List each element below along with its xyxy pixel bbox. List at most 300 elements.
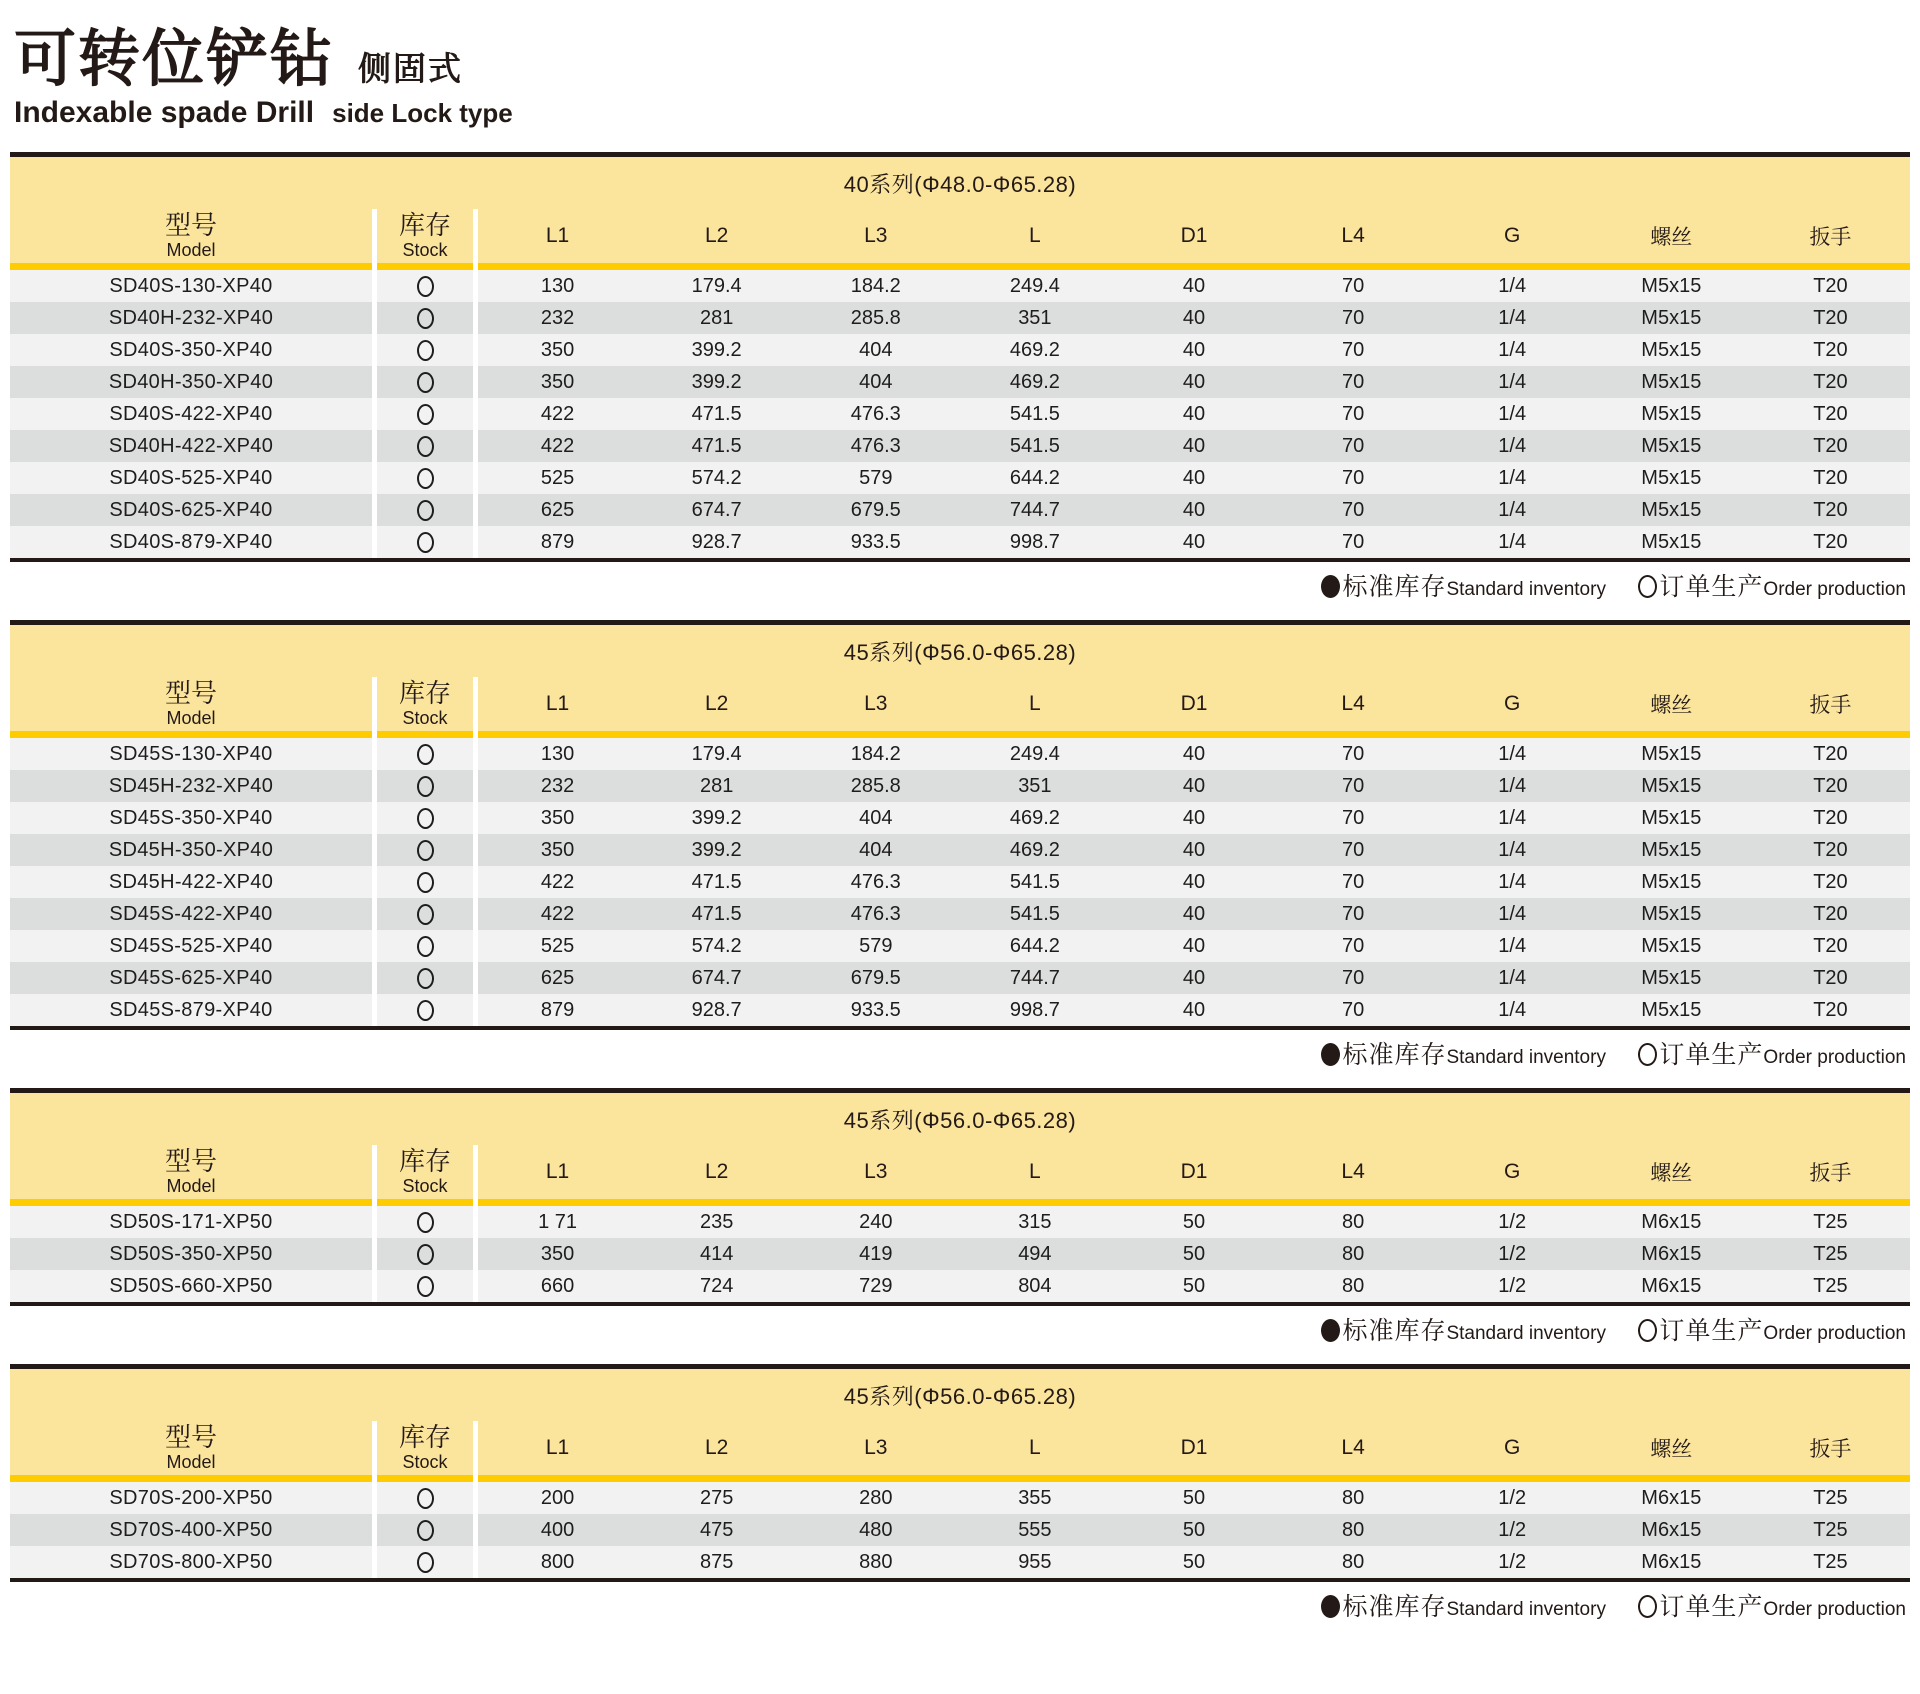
value-cell: 1/4 xyxy=(1433,802,1592,834)
gold-divider xyxy=(1274,263,1433,270)
stock-cell xyxy=(372,270,478,302)
value-cell: 469.2 xyxy=(955,834,1114,866)
value-cell: 70 xyxy=(1274,930,1433,962)
stock-header-zh: 库存 xyxy=(398,1422,451,1453)
value-cell: 1/4 xyxy=(1433,930,1592,962)
stock-cell xyxy=(372,962,478,994)
gold-divider xyxy=(372,1475,478,1482)
value-cell: 1/4 xyxy=(1433,770,1592,802)
column-header-model xyxy=(10,209,372,263)
value-cell: 471.5 xyxy=(637,866,796,898)
legend xyxy=(10,1040,1906,1070)
gold-divider xyxy=(478,731,637,738)
value-cell: T20 xyxy=(1751,334,1910,366)
value-cell: 40 xyxy=(1114,770,1273,802)
gold-divider xyxy=(637,731,796,738)
stock-cell xyxy=(372,334,478,366)
series-table-section xyxy=(10,1088,1910,1346)
value-cell: 660 xyxy=(478,1270,637,1302)
gold-divider-row xyxy=(10,1475,1910,1482)
value-cell: 1/2 xyxy=(1433,1270,1592,1302)
value-cell: M5x15 xyxy=(1592,494,1751,526)
gold-divider xyxy=(10,1475,372,1482)
value-cell: 644.2 xyxy=(955,462,1114,494)
value-cell: 285.8 xyxy=(796,302,955,334)
spec-table xyxy=(10,620,1910,1030)
column-header-stock xyxy=(372,1421,478,1475)
legend-order-en: Order production xyxy=(1763,1323,1906,1345)
stock-cell xyxy=(372,770,478,802)
legend-standard-inventory xyxy=(1321,573,1610,602)
column-header-row xyxy=(10,1421,1910,1475)
value-cell: 184.2 xyxy=(796,270,955,302)
column-header-model xyxy=(10,1421,372,1475)
value-cell: 1/4 xyxy=(1433,270,1592,302)
value-cell: 404 xyxy=(796,802,955,834)
column-header-stock xyxy=(372,209,478,263)
order-production-icon xyxy=(1638,1043,1657,1066)
spec-table xyxy=(10,1088,1910,1306)
gold-divider xyxy=(637,263,796,270)
value-cell: 555 xyxy=(955,1514,1114,1546)
series-title-row xyxy=(10,1093,1910,1145)
value-cell: M5x15 xyxy=(1592,270,1751,302)
gold-divider xyxy=(1274,731,1433,738)
gold-divider-row xyxy=(10,731,1910,738)
order-production-icon xyxy=(417,436,434,457)
order-production-icon xyxy=(417,500,434,521)
gold-divider-row xyxy=(10,1199,1910,1206)
value-cell: 525 xyxy=(478,930,637,962)
value-cell: 351 xyxy=(955,302,1114,334)
legend-standard-zh: 标准库存 xyxy=(1342,573,1447,602)
value-cell: T20 xyxy=(1751,302,1910,334)
gold-divider xyxy=(1114,1199,1273,1206)
legend-standard-en: Standard inventory xyxy=(1446,1323,1606,1345)
value-cell: 1/4 xyxy=(1433,526,1592,558)
value-cell: 232 xyxy=(478,770,637,802)
table-row xyxy=(10,398,1910,430)
value-cell: 879 xyxy=(478,526,637,558)
column-header-dim: 扳手 xyxy=(1751,1421,1910,1475)
series-title-row xyxy=(10,1369,1910,1421)
value-cell: 70 xyxy=(1274,366,1433,398)
value-cell: 400 xyxy=(478,1514,637,1546)
value-cell: 232 xyxy=(478,302,637,334)
value-cell: 1/4 xyxy=(1433,994,1592,1026)
value-cell: 40 xyxy=(1114,898,1273,930)
value-cell: T25 xyxy=(1751,1270,1910,1302)
value-cell: 70 xyxy=(1274,770,1433,802)
stock-header-zh: 库存 xyxy=(398,678,451,709)
gold-divider xyxy=(796,731,955,738)
value-cell: 928.7 xyxy=(637,994,796,1026)
value-cell: M5x15 xyxy=(1592,930,1751,962)
value-cell: 998.7 xyxy=(955,994,1114,1026)
value-cell: 235 xyxy=(637,1206,796,1238)
value-cell: 80 xyxy=(1274,1514,1433,1546)
stock-cell xyxy=(372,994,478,1026)
order-production-icon xyxy=(417,840,434,861)
column-header-dim: L1 xyxy=(478,1421,637,1475)
value-cell: M6x15 xyxy=(1592,1238,1751,1270)
value-cell: T20 xyxy=(1751,398,1910,430)
value-cell: 70 xyxy=(1274,334,1433,366)
column-header-dim: L3 xyxy=(796,1145,955,1199)
value-cell: 80 xyxy=(1274,1206,1433,1238)
legend-standard-zh: 标准库存 xyxy=(1342,1593,1447,1622)
order-production-icon xyxy=(417,968,434,989)
gold-divider xyxy=(1433,263,1592,270)
value-cell: 80 xyxy=(1274,1546,1433,1578)
model-header-zh: 型号 xyxy=(164,678,217,709)
table-row xyxy=(10,1238,1910,1270)
column-header-model xyxy=(10,1145,372,1199)
legend-standard-inventory xyxy=(1321,1593,1610,1622)
column-header-dim: L4 xyxy=(1274,209,1433,263)
model-cell: SD45H-350-XP40 xyxy=(10,834,372,866)
gold-divider xyxy=(637,1199,796,1206)
gold-divider xyxy=(796,263,955,270)
table-row xyxy=(10,334,1910,366)
column-header-dim: 扳手 xyxy=(1751,677,1910,731)
gold-divider xyxy=(637,1475,796,1482)
value-cell: 50 xyxy=(1114,1206,1273,1238)
value-cell: 50 xyxy=(1114,1546,1273,1578)
model-cell: SD70S-400-XP50 xyxy=(10,1514,372,1546)
column-header-dim: L2 xyxy=(637,677,796,731)
column-header-dim: L4 xyxy=(1274,1145,1433,1199)
gold-divider xyxy=(1114,1475,1273,1482)
stock-cell xyxy=(372,898,478,930)
table-row xyxy=(10,462,1910,494)
gold-divider xyxy=(1751,731,1910,738)
value-cell: M5x15 xyxy=(1592,834,1751,866)
gold-divider xyxy=(1751,263,1910,270)
page-title-en: Indexable spade Drill xyxy=(14,96,315,130)
table-row xyxy=(10,1514,1910,1546)
value-cell: 281 xyxy=(637,302,796,334)
value-cell: 674.7 xyxy=(637,494,796,526)
table-body xyxy=(10,1482,1910,1578)
gold-divider xyxy=(955,263,1114,270)
legend-order-en: Order production xyxy=(1763,1599,1906,1621)
gold-divider xyxy=(796,1199,955,1206)
value-cell: M5x15 xyxy=(1592,898,1751,930)
value-cell: 625 xyxy=(478,494,637,526)
gold-divider xyxy=(1114,263,1273,270)
value-cell: 70 xyxy=(1274,430,1433,462)
value-cell: 80 xyxy=(1274,1270,1433,1302)
column-header-dim: D1 xyxy=(1114,1145,1273,1199)
legend-standard-zh: 标准库存 xyxy=(1342,1041,1447,1070)
value-cell: 179.4 xyxy=(637,738,796,770)
value-cell: T25 xyxy=(1751,1238,1910,1270)
column-header-model xyxy=(10,677,372,731)
table-row xyxy=(10,738,1910,770)
model-cell: SD40H-232-XP40 xyxy=(10,302,372,334)
value-cell: 800 xyxy=(478,1546,637,1578)
value-cell: T25 xyxy=(1751,1546,1910,1578)
value-cell: 70 xyxy=(1274,526,1433,558)
value-cell: 70 xyxy=(1274,994,1433,1026)
model-header-en: Model xyxy=(166,1452,216,1473)
value-cell: 1/4 xyxy=(1433,834,1592,866)
gold-divider xyxy=(1592,1199,1751,1206)
column-header-dim: 螺丝 xyxy=(1592,209,1751,263)
stock-header-en: Stock xyxy=(402,1452,448,1473)
value-cell: T25 xyxy=(1751,1482,1910,1514)
gold-divider xyxy=(372,1199,478,1206)
value-cell: 40 xyxy=(1114,366,1273,398)
table-body xyxy=(10,738,1910,1026)
column-header-dim: L1 xyxy=(478,677,637,731)
stock-cell xyxy=(372,1206,478,1238)
value-cell: 1/2 xyxy=(1433,1514,1592,1546)
table-row xyxy=(10,302,1910,334)
table-row xyxy=(10,994,1910,1026)
value-cell: 476.3 xyxy=(796,898,955,930)
table-row xyxy=(10,366,1910,398)
value-cell: 80 xyxy=(1274,1238,1433,1270)
value-cell: 70 xyxy=(1274,898,1433,930)
value-cell: 422 xyxy=(478,898,637,930)
model-cell: SD45S-525-XP40 xyxy=(10,930,372,962)
order-production-icon xyxy=(417,1212,434,1233)
value-cell: 644.2 xyxy=(955,930,1114,962)
value-cell: 469.2 xyxy=(955,366,1114,398)
value-cell: T20 xyxy=(1751,802,1910,834)
value-cell: 350 xyxy=(478,334,637,366)
table-row xyxy=(10,1482,1910,1514)
legend-standard-en: Standard inventory xyxy=(1446,1047,1606,1069)
value-cell: 674.7 xyxy=(637,962,796,994)
legend-standard-zh: 标准库存 xyxy=(1342,1317,1447,1346)
value-cell: 70 xyxy=(1274,302,1433,334)
order-production-icon xyxy=(1638,1319,1657,1342)
value-cell: 355 xyxy=(955,1482,1114,1514)
column-header-dim: L xyxy=(955,1145,1114,1199)
title-block xyxy=(14,26,1906,130)
gold-divider xyxy=(796,1475,955,1482)
gold-divider xyxy=(372,731,478,738)
value-cell: M6x15 xyxy=(1592,1270,1751,1302)
value-cell: 879 xyxy=(478,994,637,1026)
value-cell: 285.8 xyxy=(796,770,955,802)
stock-cell xyxy=(372,462,478,494)
value-cell: 70 xyxy=(1274,738,1433,770)
column-header-row xyxy=(10,209,1910,263)
value-cell: 541.5 xyxy=(955,898,1114,930)
value-cell: 933.5 xyxy=(796,526,955,558)
column-header-dim: 螺丝 xyxy=(1592,1421,1751,1475)
model-cell: SD40H-350-XP40 xyxy=(10,366,372,398)
model-cell: SD45S-130-XP40 xyxy=(10,738,372,770)
column-header-row xyxy=(10,677,1910,731)
value-cell: 280 xyxy=(796,1482,955,1514)
series-table-section xyxy=(10,152,1910,602)
table-row xyxy=(10,930,1910,962)
value-cell: 40 xyxy=(1114,334,1273,366)
series-table-section xyxy=(10,1364,1910,1622)
model-cell: SD40S-350-XP40 xyxy=(10,334,372,366)
value-cell: T25 xyxy=(1751,1206,1910,1238)
value-cell: T20 xyxy=(1751,526,1910,558)
value-cell: 70 xyxy=(1274,494,1433,526)
model-cell: SD45S-879-XP40 xyxy=(10,994,372,1026)
table-row xyxy=(10,898,1910,930)
value-cell: 422 xyxy=(478,430,637,462)
value-cell: 475 xyxy=(637,1514,796,1546)
value-cell: 130 xyxy=(478,270,637,302)
gold-divider xyxy=(1274,1475,1433,1482)
table-row xyxy=(10,834,1910,866)
value-cell: 525 xyxy=(478,462,637,494)
legend-order-zh: 订单生产 xyxy=(1659,1593,1764,1622)
value-cell: T20 xyxy=(1751,962,1910,994)
value-cell: 40 xyxy=(1114,994,1273,1026)
value-cell: 1/4 xyxy=(1433,302,1592,334)
value-cell: T25 xyxy=(1751,1514,1910,1546)
value-cell: 494 xyxy=(955,1238,1114,1270)
value-cell: 50 xyxy=(1114,1270,1273,1302)
order-production-icon xyxy=(1638,575,1657,598)
column-header-dim: L4 xyxy=(1274,677,1433,731)
value-cell: 70 xyxy=(1274,398,1433,430)
value-cell: 679.5 xyxy=(796,494,955,526)
order-production-icon xyxy=(417,1244,434,1265)
value-cell: 350 xyxy=(478,366,637,398)
model-cell: SD70S-200-XP50 xyxy=(10,1482,372,1514)
legend-order-production xyxy=(1638,1041,1906,1070)
series-title-row xyxy=(10,157,1910,209)
value-cell: M5x15 xyxy=(1592,430,1751,462)
value-cell: M5x15 xyxy=(1592,770,1751,802)
value-cell: 179.4 xyxy=(637,270,796,302)
table-row xyxy=(10,526,1910,558)
gold-divider xyxy=(1433,1199,1592,1206)
value-cell: 70 xyxy=(1274,270,1433,302)
model-cell: SD40S-625-XP40 xyxy=(10,494,372,526)
gold-divider xyxy=(1114,731,1273,738)
value-cell: 471.5 xyxy=(637,898,796,930)
model-cell: SD45H-422-XP40 xyxy=(10,866,372,898)
series-table-section xyxy=(10,620,1910,1070)
value-cell: 471.5 xyxy=(637,398,796,430)
model-cell: SD45S-625-XP40 xyxy=(10,962,372,994)
stock-cell xyxy=(372,1270,478,1302)
column-header-dim: L2 xyxy=(637,209,796,263)
legend xyxy=(10,1592,1906,1622)
standard-inventory-icon xyxy=(1321,1319,1340,1342)
gold-divider xyxy=(10,263,372,270)
standard-inventory-icon xyxy=(1321,575,1340,598)
table-row xyxy=(10,770,1910,802)
value-cell: 422 xyxy=(478,866,637,898)
value-cell: 419 xyxy=(796,1238,955,1270)
value-cell: 1/4 xyxy=(1433,398,1592,430)
table-row xyxy=(10,270,1910,302)
legend-order-zh: 订单生产 xyxy=(1659,1041,1764,1070)
order-production-icon xyxy=(417,404,434,425)
value-cell: 1/2 xyxy=(1433,1206,1592,1238)
gold-divider xyxy=(478,263,637,270)
value-cell: 679.5 xyxy=(796,962,955,994)
legend-order-en: Order production xyxy=(1763,1047,1906,1069)
column-header-dim: 扳手 xyxy=(1751,209,1910,263)
value-cell: 744.7 xyxy=(955,962,1114,994)
order-production-icon xyxy=(417,276,434,297)
column-header-dim: L2 xyxy=(637,1421,796,1475)
value-cell: 240 xyxy=(796,1206,955,1238)
table-row xyxy=(10,1270,1910,1302)
value-cell: 1/4 xyxy=(1433,462,1592,494)
value-cell: 249.4 xyxy=(955,738,1114,770)
value-cell: 350 xyxy=(478,834,637,866)
value-cell: 574.2 xyxy=(637,930,796,962)
column-header-dim: 螺丝 xyxy=(1592,1145,1751,1199)
model-cell: SD40H-422-XP40 xyxy=(10,430,372,462)
value-cell: 70 xyxy=(1274,802,1433,834)
page-subtitle-en: side Lock type xyxy=(332,98,513,129)
order-production-icon xyxy=(1638,1595,1657,1618)
value-cell: T20 xyxy=(1751,866,1910,898)
value-cell: M5x15 xyxy=(1592,802,1751,834)
gold-divider xyxy=(372,263,478,270)
legend-order-production xyxy=(1638,573,1906,602)
value-cell: 40 xyxy=(1114,270,1273,302)
value-cell: T20 xyxy=(1751,430,1910,462)
order-production-icon xyxy=(417,372,434,393)
value-cell: M5x15 xyxy=(1592,738,1751,770)
value-cell: 1/4 xyxy=(1433,366,1592,398)
value-cell: 1/4 xyxy=(1433,962,1592,994)
value-cell: 40 xyxy=(1114,834,1273,866)
value-cell: 40 xyxy=(1114,302,1273,334)
model-header-zh: 型号 xyxy=(164,1146,217,1177)
model-cell: SD50S-350-XP50 xyxy=(10,1238,372,1270)
table-body xyxy=(10,1206,1910,1302)
value-cell: 399.2 xyxy=(637,334,796,366)
value-cell: 476.3 xyxy=(796,866,955,898)
table-row xyxy=(10,802,1910,834)
series-title: 45系列(Φ56.0-Φ65.28) xyxy=(10,625,1910,677)
model-header-en: Model xyxy=(166,240,216,261)
model-cell: SD50S-660-XP50 xyxy=(10,1270,372,1302)
column-header-stock xyxy=(372,677,478,731)
column-header-dim: L1 xyxy=(478,1145,637,1199)
gold-divider xyxy=(478,1475,637,1482)
gold-divider xyxy=(1751,1199,1910,1206)
column-header-dim: L1 xyxy=(478,209,637,263)
value-cell: 40 xyxy=(1114,738,1273,770)
model-cell: SD45S-422-XP40 xyxy=(10,898,372,930)
value-cell: 184.2 xyxy=(796,738,955,770)
value-cell: 998.7 xyxy=(955,526,1114,558)
value-cell: 1/2 xyxy=(1433,1546,1592,1578)
value-cell: 350 xyxy=(478,1238,637,1270)
gold-divider xyxy=(1592,1475,1751,1482)
gold-divider xyxy=(10,1199,372,1206)
legend-order-production xyxy=(1638,1317,1906,1346)
column-header-dim: L xyxy=(955,677,1114,731)
value-cell: 476.3 xyxy=(796,398,955,430)
legend xyxy=(10,1316,1906,1346)
order-production-icon xyxy=(417,904,434,925)
legend-order-zh: 订单生产 xyxy=(1659,1317,1764,1346)
value-cell: T20 xyxy=(1751,738,1910,770)
model-cell: SD50S-171-XP50 xyxy=(10,1206,372,1238)
